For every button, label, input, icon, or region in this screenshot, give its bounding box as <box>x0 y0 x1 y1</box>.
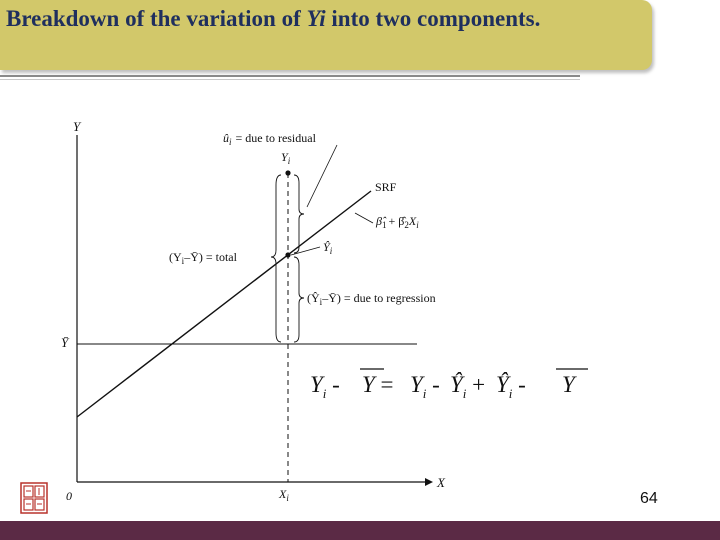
eq-term-yhat-2: $Ŷ_i$ - <box>496 372 526 401</box>
eq-term-ybar-2: Y <box>562 372 575 397</box>
total-brace <box>271 175 281 342</box>
eq-term-ybar-1: Y = <box>362 372 394 397</box>
x-axis-label: X <box>437 475 445 490</box>
eq-term-yhat-1: $Ŷ_i$ + <box>450 372 486 401</box>
page-number: 64 <box>640 490 658 507</box>
title-emphasis: Yi <box>306 6 326 31</box>
regression-label: $(Ŷ_i-Ȳ)$ = due to regression <box>307 291 436 307</box>
yhat-leader <box>291 247 320 255</box>
eq-term-yi: $Y_i$ - <box>310 372 340 401</box>
title-bar <box>0 0 652 70</box>
xi-label: $X_i$ <box>279 487 289 503</box>
ybar-label: Ȳ <box>61 335 69 350</box>
title-part-1: Breakdown of the variation of <box>6 6 307 31</box>
residual-leader <box>307 145 337 207</box>
yhat-label: $Ŷ_i$ <box>323 240 333 256</box>
title-divider-light <box>0 79 580 80</box>
srf-label: SRF <box>375 180 397 194</box>
regression-figure <box>55 85 495 510</box>
residual-brace <box>294 175 304 253</box>
seal-logo-icon <box>20 482 48 514</box>
x-axis-arrow <box>425 478 433 486</box>
slide-title <box>6 4 646 33</box>
equation-svg <box>300 352 594 414</box>
origin-label: 0 <box>66 489 72 503</box>
yhat-point <box>285 252 290 257</box>
figure-svg <box>55 85 495 510</box>
footer-bar <box>0 521 720 540</box>
srf-eq-leader <box>355 213 373 223</box>
y-axis-label: Y <box>73 119 81 134</box>
title-divider <box>0 75 580 77</box>
yi-label: $Y_i$ <box>281 150 291 166</box>
title-part-2: into two components. <box>325 6 541 31</box>
eq-term-yi-2: $Y_i$ - <box>410 372 440 401</box>
residual-label: $û_i$ = due to residual <box>223 131 316 147</box>
total-label: $(Y_i-Ȳ)$ = total <box>169 250 237 266</box>
srf-equation: $\betâ_1$ + $\betâ_2X_i$ <box>376 214 419 230</box>
yi-point <box>285 170 290 175</box>
regression-brace <box>294 257 304 342</box>
decomposition-equation <box>300 352 594 414</box>
